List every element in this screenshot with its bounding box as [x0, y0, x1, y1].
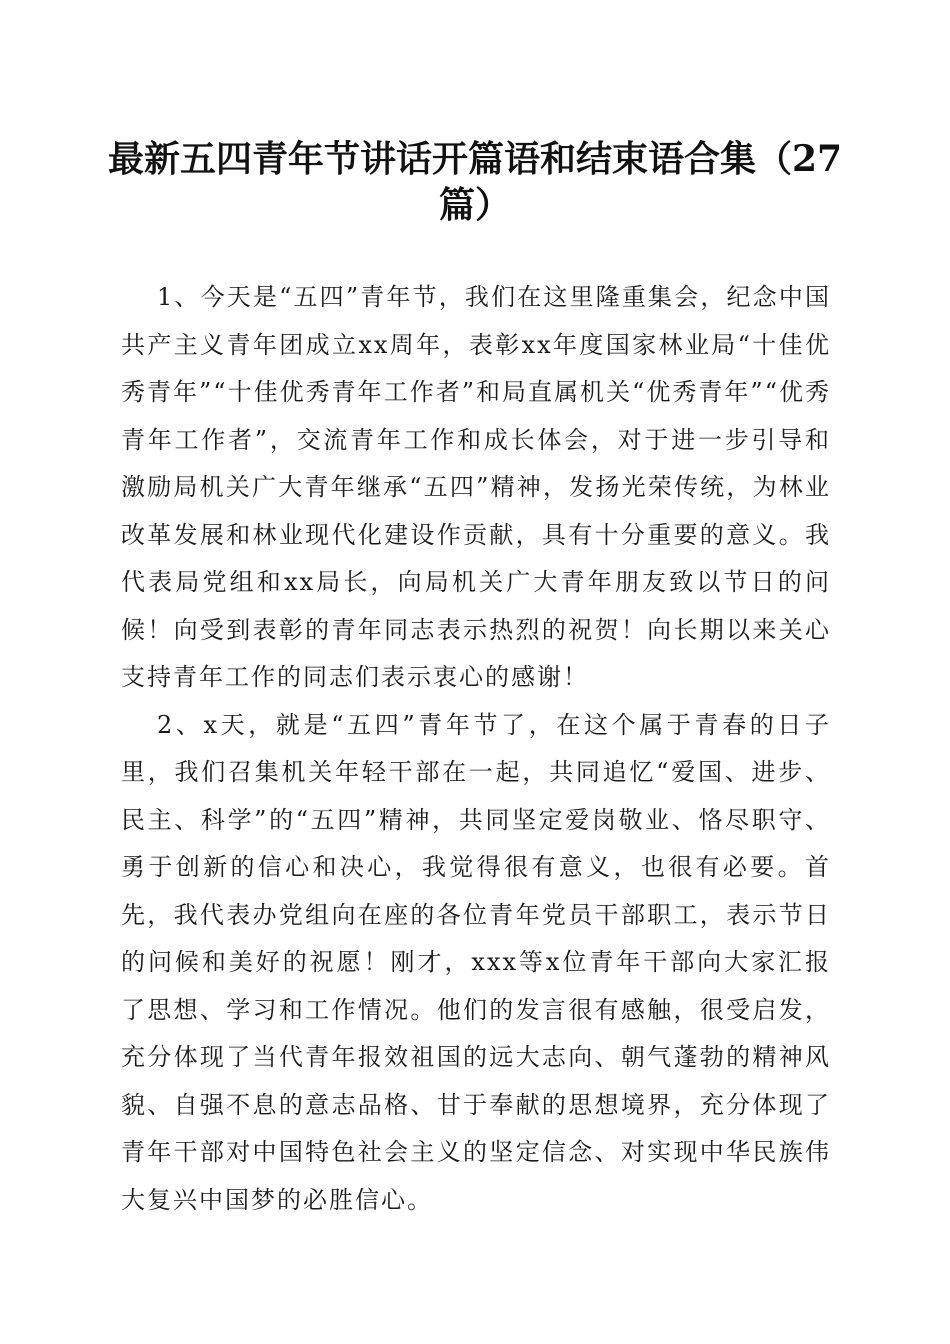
paragraph-2: 2、x天，就是“五四”青年节了，在这个属于青春的日子里，我们召集机关年轻干部在一起，共同追忆“爱国、进步、民主、科学”的“五四”精神，共同坚定爱岗敬业、恪尽职守、勇于创新的信心和决心，我觉得很有意义，也很有必要。首先，我代表办党组向在座的各位青年党员干部职工，表示节日的问候和美好的祝愿！刚才，xxx等x位青年干部向大家汇报了思想、学习和工作情况。他们的发言很有感触，很受启发，充分体现了当代青年报效祖国的远大志向、朝气蓬勃的精神风貌、自强不息的意志品格、甘于奉献的思想境界，充分体现了青年干部对中国特色社会主义的坚定信念、对实现中华民族伟大复兴中国梦的必胜信心。	[121, 710, 831, 1214]
paragraph-1: 1、今天是“五四”青年节，我们在这里隆重集会，纪念中国共产主义青年团成立xx周年，表彰xx年度国家林业局“十佳优秀青年”“十佳优秀青年工作者”和局直属机关“优秀青年”“优秀青年工作者”，交流青年工作和成长体会，对于进一步引导和激励局机关广大青年继承“五四”精神，发扬光荣传统，为林业改革发展和林业现代化建设作贡献，具有十分重要的意义。我代表局党组和xx局长，向局机关广大青年朋友致以节日的问候！向受到表彰的青年同志表示热烈的祝贺！向长期以来关心支持青年工作的同志们表示衷心的感谢！	[121, 283, 831, 691]
document-body	[121, 274, 831, 1224]
document-title: 最新五四青年节讲话开篇语和结束语合集（27篇）	[107, 138, 843, 226]
